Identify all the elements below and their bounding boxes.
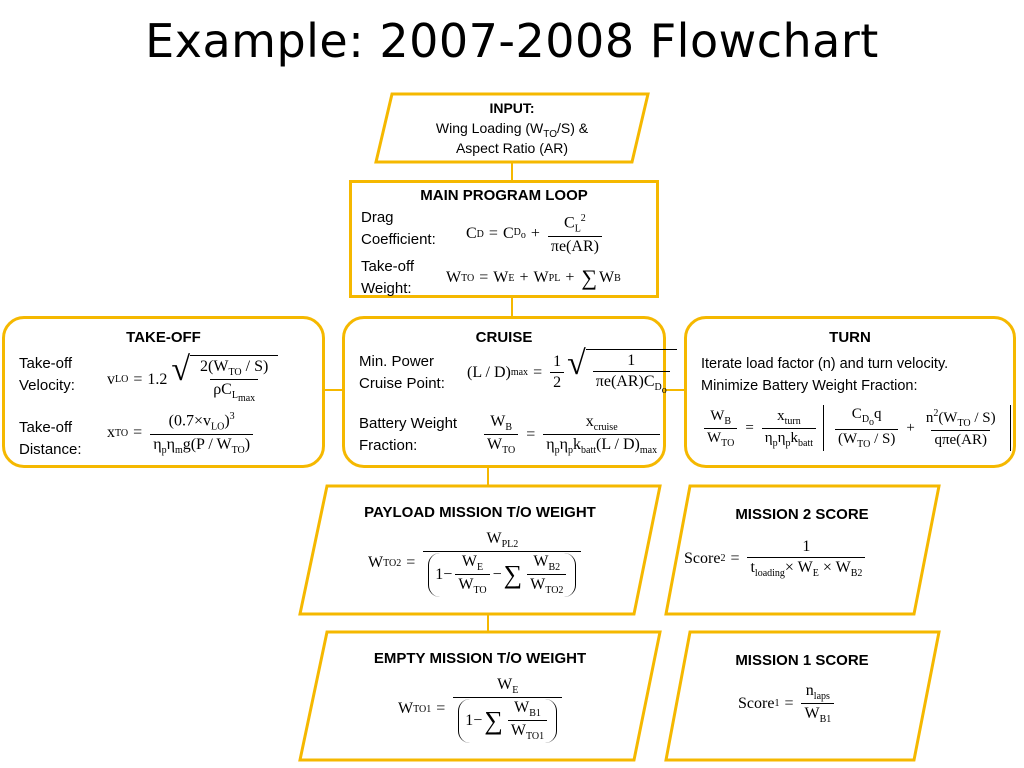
empty-heading: EMPTY MISSION T/O WEIGHT [373,650,587,667]
takeoff-velocity-label: Take-off Velocity: [19,355,75,394]
turn-box [684,316,1016,468]
mission1-heading: MISSION 1 SCORE [735,652,869,669]
main-heading: MAIN PROGRAM LOOP [420,187,588,204]
drag-coefficient-equation: C D = C $D_o$ + $\frac{C_L^2}{\pi e(AR)}$ [466,213,605,256]
input-heading: INPUT: [489,100,535,116]
takeoff-weight-label: Take-off Weight: [361,258,415,297]
turn-heading: TURN [829,329,871,346]
mission1-score-equation: Score 1 = $\frac{n_{laps}}{W_{B1}}$ [738,682,837,725]
payload-node [310,490,650,610]
page-title: Example: 2007-2008 Flowchart [145,14,879,68]
takeoff-velocity-equation: v LO = 1.2 √ $\frac{2(W_{TO} / S)}{\rho C_{L_{max}}}$ [107,355,278,404]
takeoff-heading: TAKE-OFF [126,329,201,346]
mission2-node [676,490,928,610]
drag-label: Drag Coefficient: [361,209,436,248]
payload-equation: W TO2 = $W_{PL2}$ 1− $\frac{W_E}{W_{TO}}$ − ∑ $\frac{W_{B2}}{W_{TO2}}$ [368,530,584,597]
cruise-box [342,316,666,468]
input-line1: Wing Loading $(W_{TO}/S)$ & [435,120,589,140]
min-power-label: Min. Power Cruise Point: [359,353,445,392]
battery-fraction-equation: $\frac{W_B}{W_{TO}}$ = $\frac{x_{cruise}}{\eta_p\eta_pk_{batt}(L / D)_{max}}$ [481,413,663,456]
payload-heading: PAYLOAD MISSION T/O WEIGHT [364,504,596,521]
mission2-score-equation: Score 2 = $\frac{1}{t_{loading}\times W_E \times W_{B2}}$ [684,538,868,579]
takeoff-box [2,316,325,468]
cruise-heading: CRUISE [475,329,533,346]
takeoff-weight-equation: W TO = W E + W PL + ∑ W B [446,265,621,290]
input-node [392,98,632,158]
takeoff-distance-equation: x TO = $\frac{(0.7\times v_{LO})^3}{\eta_p\eta_mg(P / W_{TO})}$ [107,411,256,456]
empty-equation: W TO1 = $W_E$ 1− ∑ $\frac{W_{B1}}{W_{TO1}}$ [398,676,565,743]
mission2-heading: MISSION 2 SCORE [735,506,869,523]
main-loop-box [349,180,659,298]
turn-description: Iterate load factor (n) and turn velocity. Minimize Battery Weight Fraction: [701,356,949,394]
empty-node [310,636,650,756]
takeoff-distance-label: Take-off Distance: [19,419,82,458]
battery-fraction-label: Battery Weight Fraction: [359,415,458,454]
input-line2: Aspect Ratio (AR) [455,140,569,156]
turn-battery-equation: $\frac{W_B}{W_{TO}}$ = $\frac{x_{turn}}{\eta_p\eta_pk_{batt}}$ $\frac{C_{D_o}q}{(W_{TO} / S)}$ + $\frac{n^2(W_{TO} / S)}{\text{qπe(AR)}}$ [701,405,1015,451]
mission1-node [676,636,928,756]
min-power-equation: (L / D) max = $\frac{1}{2}$ √ $\frac{1}{\pi e(AR)C_{D_o}}$ [467,349,677,396]
